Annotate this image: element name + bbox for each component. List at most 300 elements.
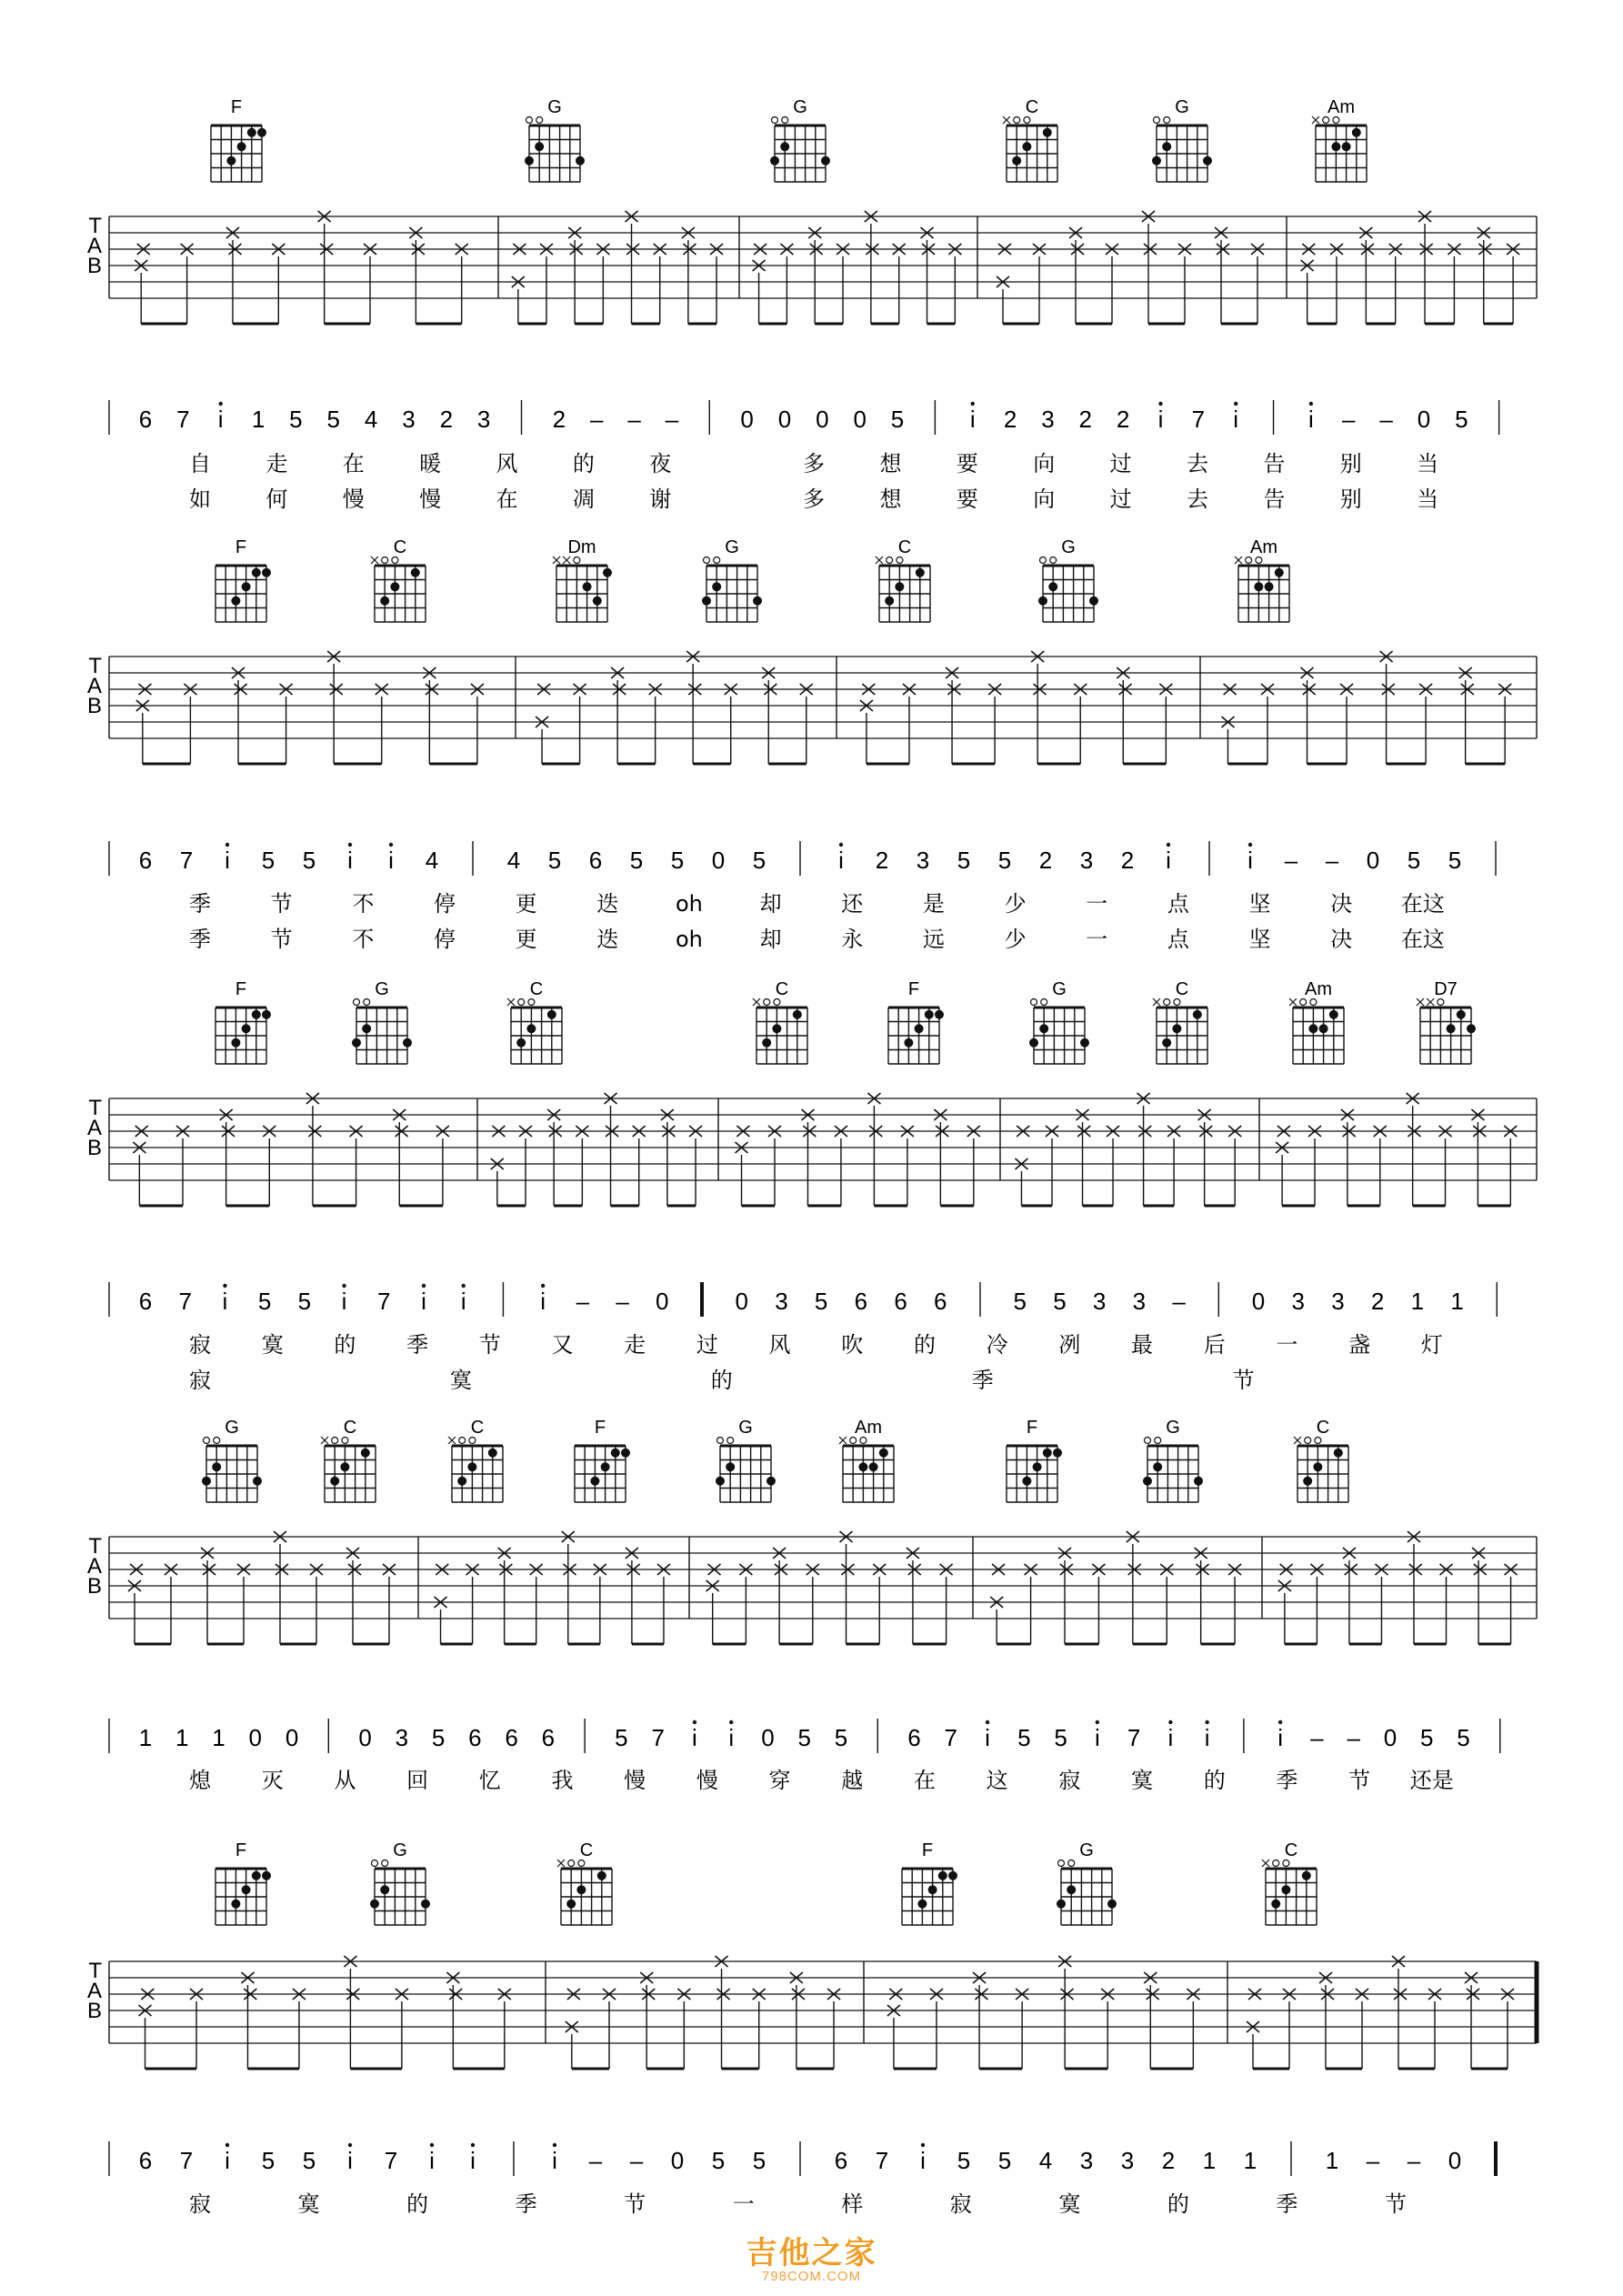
chord-dot — [948, 1871, 957, 1880]
chord-dot — [726, 1462, 735, 1471]
lyric-char: 的 — [1167, 2191, 1189, 2217]
tab-clef-letter: B — [86, 254, 102, 278]
measure-notes — [736, 1093, 980, 1206]
open-string-mark — [1031, 999, 1037, 1006]
jianpu-note: 3 — [402, 406, 416, 433]
tab-system-4 — [87, 1418, 1537, 1793]
lyric-char: 不 — [352, 927, 375, 952]
chord-diagram — [575, 1418, 630, 1502]
chord-grid — [720, 1446, 771, 1502]
open-string-mark — [568, 1860, 575, 1867]
jianpu-note: – — [1172, 1288, 1186, 1315]
lyric-char: 灭 — [261, 1768, 284, 1793]
open-string-mark — [1050, 557, 1057, 564]
high-octave-dot — [462, 1284, 466, 1288]
jianpu-note: – — [616, 1288, 629, 1315]
jianpu-note: – — [665, 406, 679, 433]
high-octave-dot — [225, 843, 229, 847]
jianpu-note: i — [1157, 406, 1164, 433]
jianpu-note: 5 — [1448, 847, 1462, 874]
chord-dot — [242, 1024, 251, 1033]
jianpu-note: 1 — [1450, 1288, 1464, 1315]
chord-dot — [753, 597, 762, 606]
chord-dot — [262, 1871, 271, 1880]
open-string-mark — [764, 999, 770, 1006]
lyric-char: 季 — [189, 927, 211, 952]
chord-diagram — [1294, 1418, 1348, 1502]
chord-dot — [1038, 597, 1047, 606]
high-octave-dot — [839, 843, 843, 847]
lyric-char: 更 — [515, 891, 537, 917]
chord-dot — [1012, 156, 1021, 165]
lyric-char: 吹 — [841, 1332, 864, 1358]
chord-grid — [356, 1008, 407, 1064]
high-octave-dot — [1278, 1720, 1282, 1724]
lyric-char: 的 — [572, 451, 595, 476]
chord-grid — [1034, 1008, 1085, 1064]
lyric-char: 我 — [551, 1768, 574, 1793]
chord-dot — [202, 1477, 211, 1486]
jianpu-note: i — [222, 1288, 228, 1315]
jianpu-note: i — [1308, 406, 1314, 433]
open-string-mark — [1040, 557, 1047, 564]
tab-clef-letter: T — [88, 654, 102, 678]
lyric-line-1 — [189, 1768, 1454, 1793]
lyric-char: 风 — [768, 1332, 791, 1358]
jianpu-note: 2 — [1161, 2147, 1176, 2174]
jianpu-note: – — [1347, 1724, 1360, 1751]
chord-diagram — [371, 537, 426, 622]
chord-dot — [252, 1871, 261, 1880]
chord-dot — [772, 1024, 781, 1033]
chord-name: F — [594, 1418, 606, 1438]
chord-diagram — [352, 979, 412, 1064]
chord-dot — [780, 142, 789, 151]
chord-dot — [262, 1010, 271, 1019]
chord-dot — [1057, 1900, 1066, 1909]
chord-dot — [925, 1010, 934, 1019]
chord-diagram — [215, 1840, 271, 1925]
chord-dot — [257, 128, 266, 137]
chord-name: Am — [1305, 979, 1332, 999]
chord-dot — [1265, 582, 1274, 591]
jianpu-note: 0 — [761, 1724, 775, 1751]
lyric-char: 季 — [406, 1332, 429, 1358]
measure-notes — [491, 1093, 702, 1206]
chord-dot — [1203, 156, 1212, 165]
open-string-mark — [1256, 557, 1262, 564]
jianpu-note: 4 — [364, 406, 378, 433]
tab-staff — [109, 216, 1537, 298]
chord-diagram — [888, 979, 944, 1064]
chord-diagram — [211, 97, 266, 182]
jianpu-note: – — [589, 406, 604, 433]
high-octave-dot — [729, 1720, 733, 1724]
lyric-line-1 — [189, 1332, 1443, 1358]
chord-grid — [529, 125, 580, 182]
lyric-char: 慢 — [624, 1768, 646, 1793]
jianpu-note: 5 — [752, 2147, 766, 2174]
lyric-line-1 — [189, 451, 1438, 476]
high-octave-dot — [553, 2143, 556, 2147]
open-string-mark — [1058, 1860, 1065, 1867]
chord-dot — [380, 1885, 389, 1894]
jianpu-note: 7 — [651, 1724, 665, 1751]
jianpu-note: 5 — [1054, 1724, 1067, 1751]
jianpu-note: 2 — [875, 847, 889, 874]
chord-dot — [262, 568, 271, 577]
lyric-char: 寞 — [261, 1332, 284, 1358]
chord-diagram — [1029, 979, 1089, 1064]
lyric-char: 一 — [1086, 891, 1108, 917]
chord-dot — [885, 597, 894, 606]
measure-notes — [136, 651, 484, 764]
lyric-char: 寂 — [1058, 1768, 1081, 1793]
jianpu-note: i — [460, 1288, 466, 1315]
jianpu-note: 5 — [997, 2147, 1012, 2174]
chord-dot — [1302, 1871, 1311, 1880]
measure-notes — [1276, 1093, 1517, 1206]
chord-diagram — [215, 979, 271, 1064]
chord-dot — [1143, 1477, 1152, 1486]
chord-name: C — [470, 1418, 485, 1438]
chord-dot — [1447, 1024, 1456, 1033]
chord-name: G — [1079, 1840, 1094, 1860]
lyric-char: 当 — [1417, 451, 1439, 476]
chord-name: D7 — [1434, 979, 1458, 999]
jianpu-note: 1 — [138, 1724, 153, 1751]
chord-dot — [1303, 1477, 1312, 1486]
jianpu-note: 5 — [289, 406, 303, 433]
jianpu-note: 1 — [1410, 1288, 1425, 1315]
chord-dot — [231, 1900, 240, 1909]
jianpu-note: 5 — [302, 847, 316, 874]
jianpu-note: 5 — [547, 847, 562, 874]
lyric-char: 别 — [1339, 486, 1362, 512]
chord-dot — [1153, 1462, 1162, 1471]
chord-dot — [352, 1038, 361, 1048]
lyric-char: 过 — [696, 1332, 718, 1358]
open-string-mark — [897, 557, 903, 564]
chord-dot — [535, 142, 544, 151]
jianpu-note: i — [225, 847, 230, 874]
high-octave-dot — [430, 2143, 434, 2147]
open-string-mark — [342, 1438, 348, 1444]
jianpu-note: 2 — [1078, 406, 1093, 433]
chord-diagram — [525, 97, 585, 182]
jianpu-note: 5 — [615, 1724, 628, 1751]
chord-dot — [1162, 142, 1171, 151]
chord-dot — [869, 1462, 878, 1471]
open-string-mark — [1310, 999, 1317, 1006]
chord-dot — [702, 597, 711, 606]
measure-notes — [536, 651, 813, 764]
jianpu-note: 0 — [248, 1724, 263, 1751]
jianpu-note: 5 — [957, 2147, 971, 2174]
chord-name: G — [1052, 979, 1067, 999]
jianpu-note: 0 — [1251, 1288, 1266, 1315]
tab-clef-letter: A — [86, 1979, 102, 2003]
jianpu-note: 3 — [916, 847, 930, 874]
tab-system-1 — [87, 97, 1537, 512]
open-string-mark — [382, 1860, 388, 1867]
lyric-char: 不 — [352, 891, 375, 917]
chord-diagram — [1289, 979, 1344, 1064]
jianpu-note: i — [692, 1724, 697, 1751]
lyric-char: 永 — [841, 927, 864, 952]
tab-clef-letter: B — [86, 1136, 102, 1160]
jianpu-note: 2 — [1370, 1288, 1385, 1315]
open-string-mark — [1273, 1860, 1279, 1867]
chord-name: F — [907, 979, 920, 999]
jianpu-note: i — [985, 1724, 990, 1751]
watermark-site: 798COM.COM — [761, 2269, 862, 2284]
chord-diagram — [1417, 979, 1476, 1064]
chord-name: Am — [1327, 97, 1355, 117]
chord-dot — [457, 1477, 466, 1486]
chord-name: Dm — [567, 537, 596, 557]
chord-dot — [488, 1449, 497, 1458]
measure-notes — [512, 211, 723, 324]
lyric-char: 多 — [803, 451, 826, 476]
chord-diagram — [370, 1840, 430, 1925]
lyric-char: 远 — [922, 927, 945, 952]
chord-dot — [1080, 1038, 1089, 1048]
chord-dot — [1342, 142, 1351, 151]
chord-grid — [206, 1446, 257, 1502]
tab-system-5 — [87, 1840, 1537, 2217]
lyric-char: 谢 — [649, 486, 672, 512]
jianpu-note: 6 — [138, 847, 153, 874]
measure-notes — [1278, 1531, 1518, 1644]
jianpu-note: 5 — [261, 847, 276, 874]
open-string-mark — [1024, 117, 1030, 124]
jianpu-note: 3 — [1079, 847, 1094, 874]
chord-dot — [421, 1900, 430, 1909]
open-string-mark — [528, 999, 535, 1006]
jianpu-note: – — [627, 406, 641, 433]
jianpu-note: 2 — [1116, 406, 1130, 433]
chord-name: G — [375, 979, 389, 999]
chord-diagram — [215, 537, 271, 622]
jianpu-note: 1 — [175, 1724, 189, 1751]
lyric-char: 越 — [841, 1768, 864, 1793]
tab-clef-letter: B — [86, 1999, 102, 2023]
chord-grid — [375, 1869, 426, 1925]
chord-dot — [231, 597, 240, 606]
lyric-char: 寂 — [189, 1332, 211, 1358]
open-string-mark — [1174, 999, 1180, 1006]
jianpu-note: – — [1284, 847, 1298, 874]
chord-diagram — [902, 1840, 957, 1925]
lyric-char: 少 — [1004, 927, 1027, 952]
lyric-char: 在这 — [1400, 927, 1445, 952]
lyric-char: 点 — [1167, 891, 1189, 917]
lyric-char: 走 — [624, 1332, 646, 1358]
high-octave-dot — [541, 1284, 545, 1288]
lyric-char: 寂 — [189, 1368, 211, 1393]
high-octave-dot — [471, 2143, 475, 2147]
chord-dot — [858, 1462, 867, 1471]
lyric-char: 却 — [759, 927, 782, 952]
lyric-char: 后 — [1203, 1332, 1226, 1358]
open-string-mark — [1438, 999, 1444, 1006]
jianpu-note: 5 — [1017, 1724, 1031, 1751]
jianpu-note: i — [388, 847, 394, 874]
jianpu-note: 0 — [285, 1724, 299, 1751]
jianpu-note: 3 — [476, 406, 491, 433]
measure-notes — [706, 1531, 953, 1644]
chord-diagram — [553, 537, 612, 622]
chord-dot — [1329, 1010, 1338, 1019]
tab-clef-letter: T — [88, 1096, 102, 1120]
jianpu-note: 1 — [1325, 2147, 1339, 2174]
jianpu-note: 5 — [1407, 847, 1421, 874]
jianpu-note: – — [588, 2147, 603, 2174]
lyric-char: 要 — [956, 486, 978, 512]
jianpu-note: – — [1342, 406, 1356, 433]
jianpu-note: 5 — [670, 847, 685, 874]
chord-grid — [1157, 125, 1207, 182]
jianpu-note: 0 — [816, 406, 829, 433]
open-string-mark — [1283, 1860, 1289, 1867]
lyric-char: 过 — [1109, 486, 1132, 512]
open-string-mark — [392, 557, 398, 564]
chord-dot — [766, 1477, 776, 1486]
jianpu-note: 7 — [875, 2147, 889, 2174]
tab-clef-letter: T — [88, 1959, 102, 1983]
chord-dot — [403, 1038, 412, 1048]
jianpu-note: 0 — [853, 406, 867, 433]
high-octave-dot — [342, 1284, 346, 1288]
chord-dot — [770, 156, 779, 165]
jianpu-note: 5 — [997, 847, 1012, 874]
high-octave-dot — [986, 1720, 989, 1724]
tab-system-3 — [87, 979, 1537, 1393]
chord-name: F — [1026, 1418, 1038, 1438]
chord-name: C — [579, 1840, 594, 1860]
lyric-char: 决 — [1330, 927, 1353, 952]
chord-dot — [1022, 1477, 1031, 1486]
chord-name: C — [1284, 1840, 1298, 1860]
chord-diagram — [1007, 1418, 1062, 1502]
jianpu-line — [109, 1719, 1500, 1753]
lyric-char: 寂 — [949, 2191, 972, 2217]
jianpu-note: 3 — [775, 1288, 788, 1315]
jianpu-note: – — [1310, 1724, 1324, 1751]
lyric-char: 节 — [624, 2191, 646, 2217]
chord-dot — [231, 1038, 240, 1048]
tab-system-2 — [87, 537, 1537, 952]
measure-notes — [1247, 1956, 1514, 2069]
chord-dot — [1107, 1900, 1117, 1909]
high-octave-dot — [971, 402, 975, 406]
high-octave-dot — [1234, 402, 1237, 406]
chord-dot — [526, 1024, 536, 1033]
lyric-char: 停 — [433, 927, 456, 952]
jianpu-note: 7 — [1191, 406, 1206, 433]
chord-dot — [1313, 1462, 1322, 1471]
jianpu-note: 0 — [711, 847, 726, 874]
chord-dot — [1172, 1024, 1181, 1033]
jianpu-note: i — [1094, 1724, 1100, 1751]
chord-dot — [1334, 1449, 1343, 1458]
jianpu-note: 3 — [1041, 406, 1055, 433]
jianpu-note: i — [1167, 1724, 1174, 1751]
jianpu-note: 1 — [251, 406, 265, 433]
lyric-char: 季 — [971, 1368, 994, 1393]
jianpu-note: 5 — [302, 2147, 316, 2174]
chord-diagram — [753, 979, 807, 1064]
lyric-char: 慢 — [696, 1768, 718, 1793]
lyric-char: 告 — [1263, 486, 1286, 512]
lyric-char: 回 — [406, 1768, 429, 1793]
open-string-mark — [382, 557, 388, 564]
chord-diagram — [448, 1418, 503, 1502]
jianpu-note: 5 — [1455, 406, 1468, 433]
jianpu-note: 3 — [1331, 1288, 1345, 1315]
jianpu-note: i — [1233, 406, 1239, 433]
high-octave-dot — [1248, 843, 1252, 847]
open-string-mark — [354, 999, 360, 1006]
lyric-char: 当 — [1417, 486, 1439, 512]
lyric-char: 迭 — [596, 927, 619, 952]
jianpu-note: i — [969, 406, 976, 433]
jianpu-note: 5 — [814, 1288, 828, 1315]
chord-dot — [590, 1477, 599, 1486]
lyric-char: 停 — [433, 891, 456, 917]
lyric-char: 要 — [956, 451, 978, 476]
lyric-char: 坚 — [1248, 927, 1271, 952]
lyric-char: oh — [675, 927, 703, 952]
lyric-char: 熄 — [189, 1768, 211, 1793]
tab-clef-letter: B — [86, 694, 102, 718]
chord-dot — [1275, 568, 1284, 577]
chord-dot — [1162, 1038, 1171, 1048]
lyric-char: 节 — [1232, 1368, 1255, 1393]
jianpu-note: 6 — [588, 847, 603, 874]
lyric-char: 是 — [922, 891, 945, 917]
chord-name: F — [230, 97, 243, 117]
watermark — [0, 2228, 1623, 2284]
open-string-mark — [536, 117, 543, 124]
jianpu-note: 6 — [541, 1724, 556, 1751]
open-string-mark — [1333, 117, 1339, 124]
lyric-char: 想 — [879, 486, 902, 512]
chord-name: G — [738, 1418, 753, 1438]
measure-notes — [133, 1093, 449, 1206]
jianpu-note: i — [1277, 1724, 1284, 1751]
chord-dot — [252, 568, 261, 577]
jianpu-note: i — [838, 847, 844, 874]
lyric-char: 告 — [1263, 451, 1286, 476]
jianpu-note: 5 — [629, 847, 644, 874]
tab-staff — [109, 657, 1537, 738]
jianpu-note: 5 — [297, 1288, 312, 1315]
open-string-mark — [1145, 1438, 1151, 1444]
lyric-char: 慢 — [419, 486, 442, 512]
measure-notes — [997, 211, 1264, 324]
jianpu-line — [109, 2141, 1496, 2176]
high-octave-dot — [225, 2143, 229, 2147]
jianpu-note: 1 — [1243, 2147, 1257, 2174]
jianpu-note: 6 — [834, 2147, 848, 2174]
jianpu-note: 6 — [468, 1724, 482, 1751]
tab-clef-letter: T — [88, 214, 102, 238]
jianpu-note: 7 — [176, 406, 190, 433]
lyric-char: 寞 — [1058, 2191, 1081, 2217]
chord-dot — [601, 1462, 610, 1471]
